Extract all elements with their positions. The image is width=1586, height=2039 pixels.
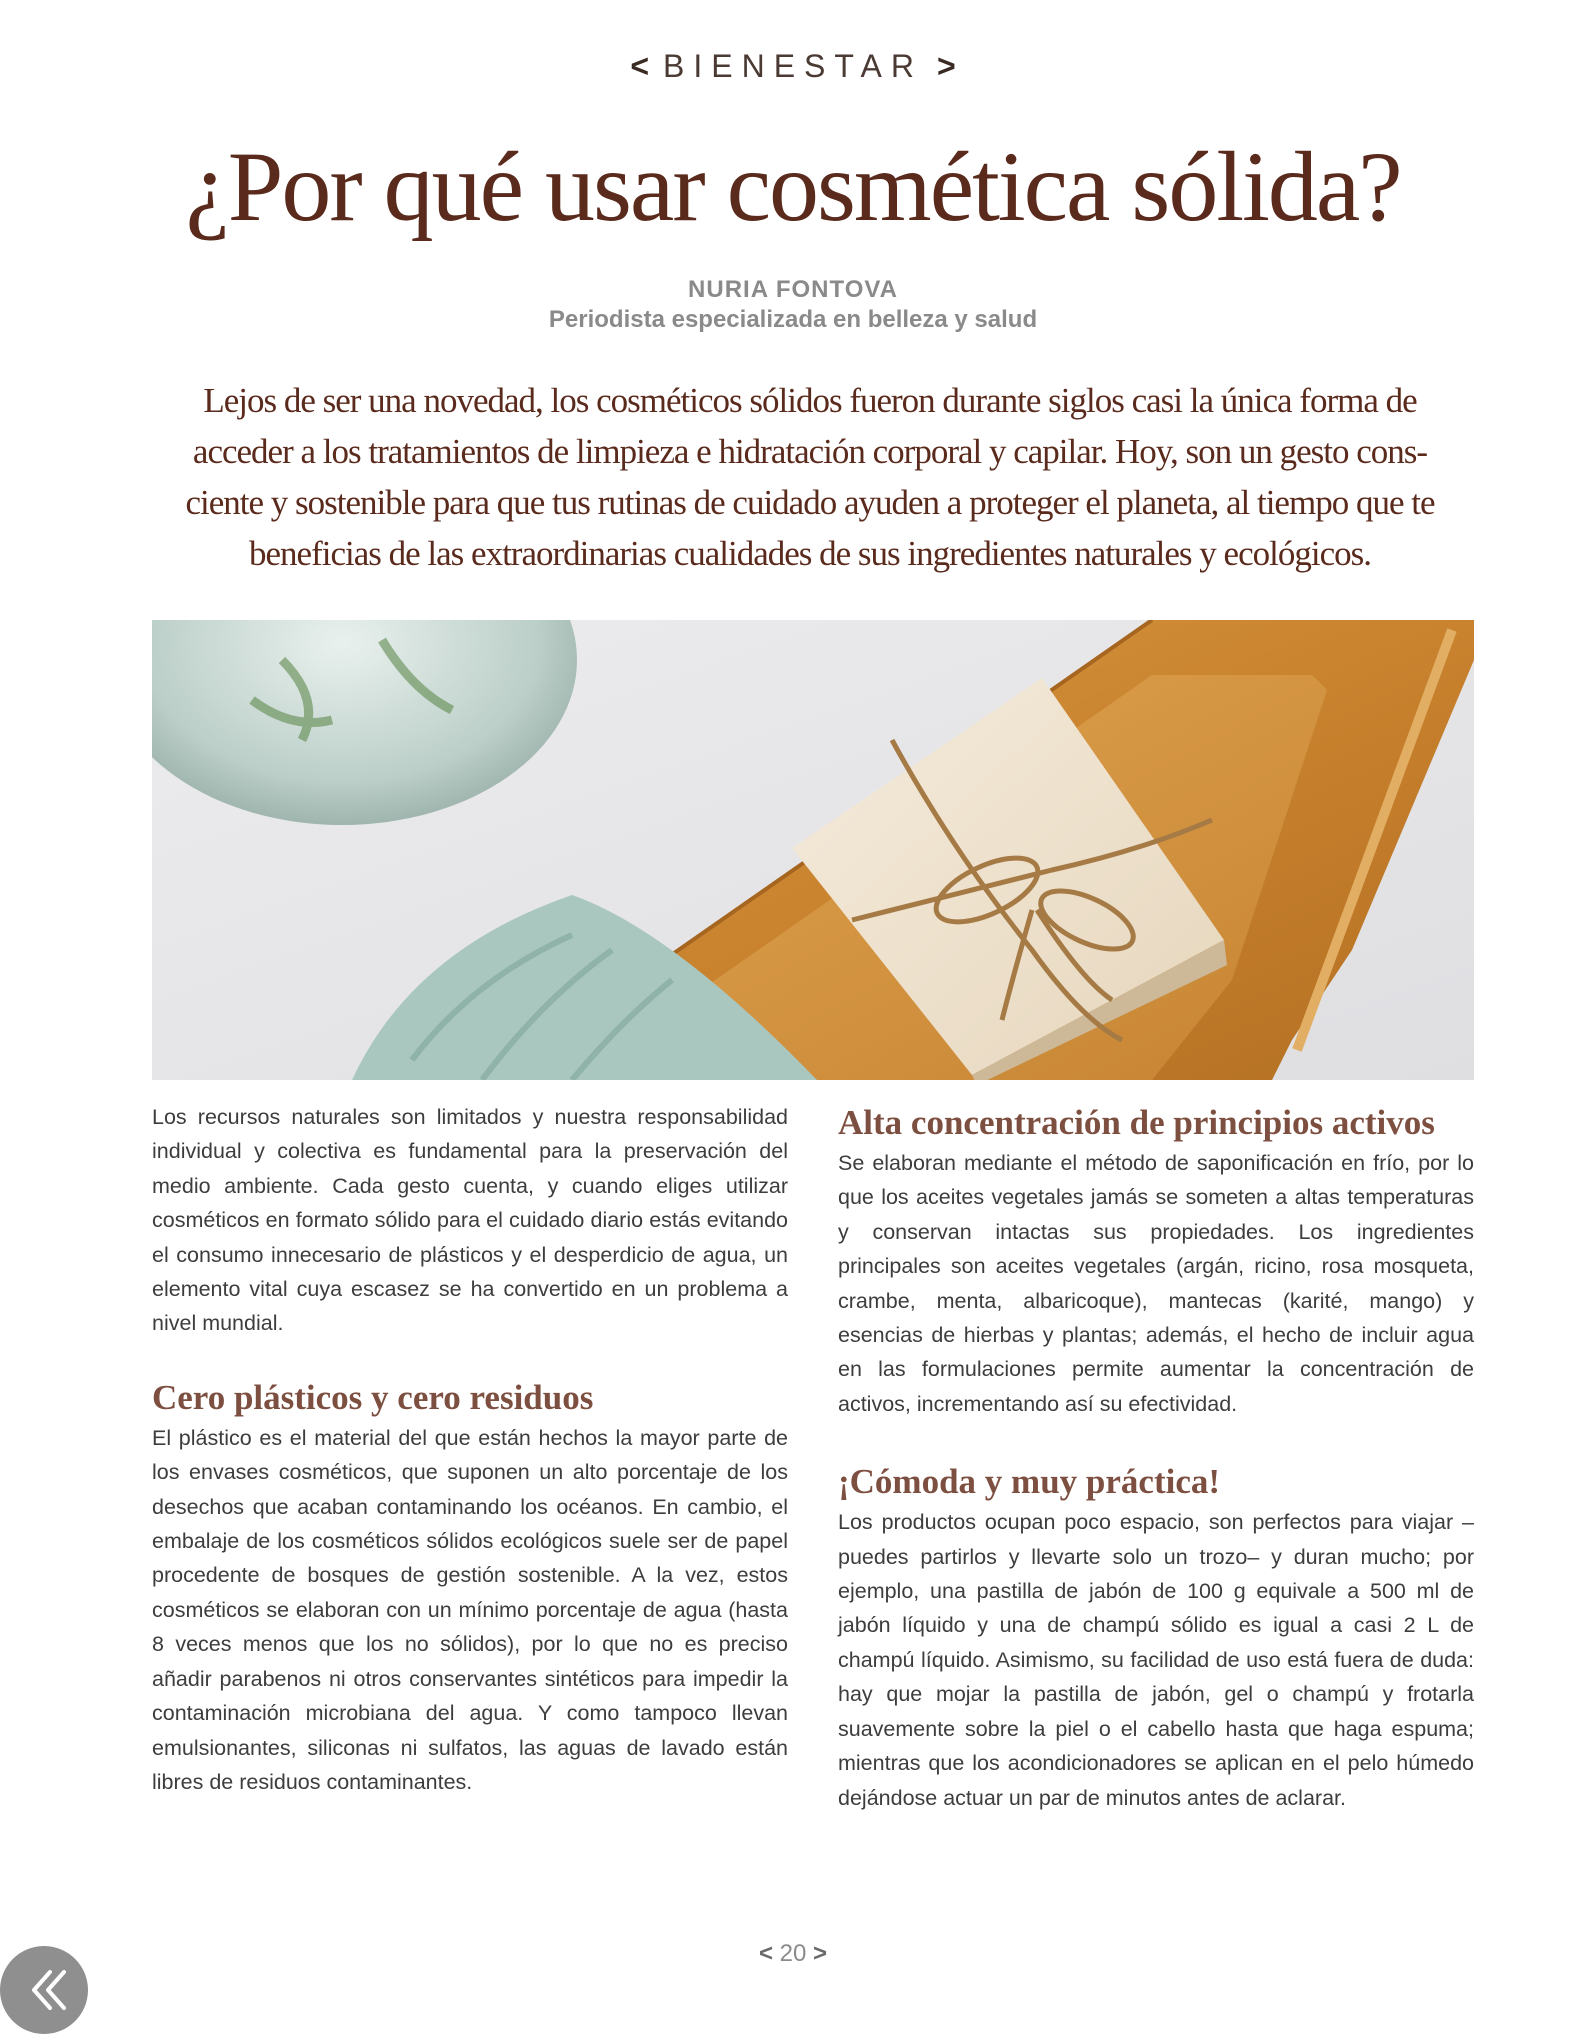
author-block xyxy=(0,275,1586,335)
section-heading: Alta concentración de principios activos xyxy=(838,1103,1435,1142)
author-name: NURIA FONTOVA xyxy=(688,276,898,303)
section-heading: ¡Cómoda y muy práctica! xyxy=(838,1462,1221,1502)
section-heading: Cero plásticos y cero residuos xyxy=(152,1377,594,1417)
lead-line: beneficias de las extraordinarias cualidades de sus ingredientes naturales y ecológicos. xyxy=(249,534,1371,573)
lead-paragraph xyxy=(145,375,1475,579)
page-number xyxy=(0,1940,1586,1968)
back-button[interactable] xyxy=(0,1946,88,2034)
author-role: Periodista especializada en belleza y salud xyxy=(548,306,1038,333)
article-photo xyxy=(152,620,1474,1080)
soap-tray-illustration xyxy=(152,620,1474,1080)
section-body: El plástico es el material del que están hechos la mayor parte de los envases cosméticos, que suponen un alto porcentaje de los desechos que acaban contaminando los océanos. En cambio, el embalaje de los cosméticos sólidos ecológicos suele ser de papel procedente de bosques de gestión sostenible. A la vez, estos cosméticos se elaboran con un mínimo porcentaje de agua (hasta 8 veces menos que los no sólidos), por lo que no es preciso añadir parabenos ni otros conservantes sintéticos para impedir la contaminación microbiana del agua. Y como tampoco llevan emulsionantes, siliconas ni sulfatos, las aguas de lavado están libres de residuos contaminantes. xyxy=(152,1425,788,1794)
section-body: Los productos ocupan poco espacio, son perfectos para viajar –puedes partirlos y llevarte solo un trozo– y duran mucho; por ejemplo, una pastilla de jabón de 100 g equivale a 500 ml de jabón líquido y una de champú sólido es igual a casi 2 L de champú líquido. Asimismo, su facilidad de uso está fuera de duda: hay que mojar la pastilla de jabón, gel o champú y frotarla suavemente sobre la piel o el cabello hasta que haga espuma; mientras que los acondicionadores se aplican en el pelo húmedo dejándose actuar un par de minutos antes de aclarar. xyxy=(838,1510,1474,1810)
page-number-value: 20 xyxy=(779,1940,807,1967)
section-header xyxy=(0,48,1586,85)
double-chevron-left-icon xyxy=(0,1946,88,2034)
column-left xyxy=(152,1100,788,1799)
chevron-left-icon: < xyxy=(630,48,649,84)
article-title: ¿Por qué usar cosmética sólida? xyxy=(185,131,1401,242)
column-right xyxy=(838,1100,1474,1815)
lead-line: ciente y sostenible para que tus rutinas de cuidado ayuden a proteger el planeta, al tiempo que te xyxy=(185,483,1435,522)
chevron-right-icon: > xyxy=(937,48,956,84)
lead-line: Lejos de ser una novedad, los cosméticos sólidos fueron durante siglos casi la única forma de xyxy=(203,381,1417,420)
section-body: Se elaboran mediante el método de saponificación en frío, por lo que los aceites vegetales jamás se someten a altas temperaturas y conservan intactas sus propiedades. Los ingredientes principales son aceites vegetales (argán, ricino, rosa mosqueta, crambe, menta, albaricoque), mantecas (karité, mango) y esencias de hierbas y plantas; además, el hecho de incluir agua en las formulaciones permite aumentar la concentración de activos, incrementando así su efectividad. xyxy=(838,1151,1474,1416)
chevron-left-icon: < xyxy=(758,1940,773,1967)
intro-paragraph: Los recursos naturales son limitados y nuestra responsabilidad individual y colectiva es fundamental para la preservación del medio ambiente. Cada gesto cuenta, y cuando eliges utilizar cosméticos en formato sólido para el cuidado diario estás evitando el consumo innecesario de plásticos y el desperdicio de agua, un elemento vital cuya escasez se ha convertido en un problema a nivel mundial. xyxy=(152,1105,788,1336)
section-label: BIENESTAR xyxy=(663,48,923,84)
lead-line: acceder a los tratamientos de limpieza e hidratación corporal y capilar. Hoy, son un gesto cons- xyxy=(192,432,1428,471)
chevron-right-icon: > xyxy=(813,1940,828,1967)
